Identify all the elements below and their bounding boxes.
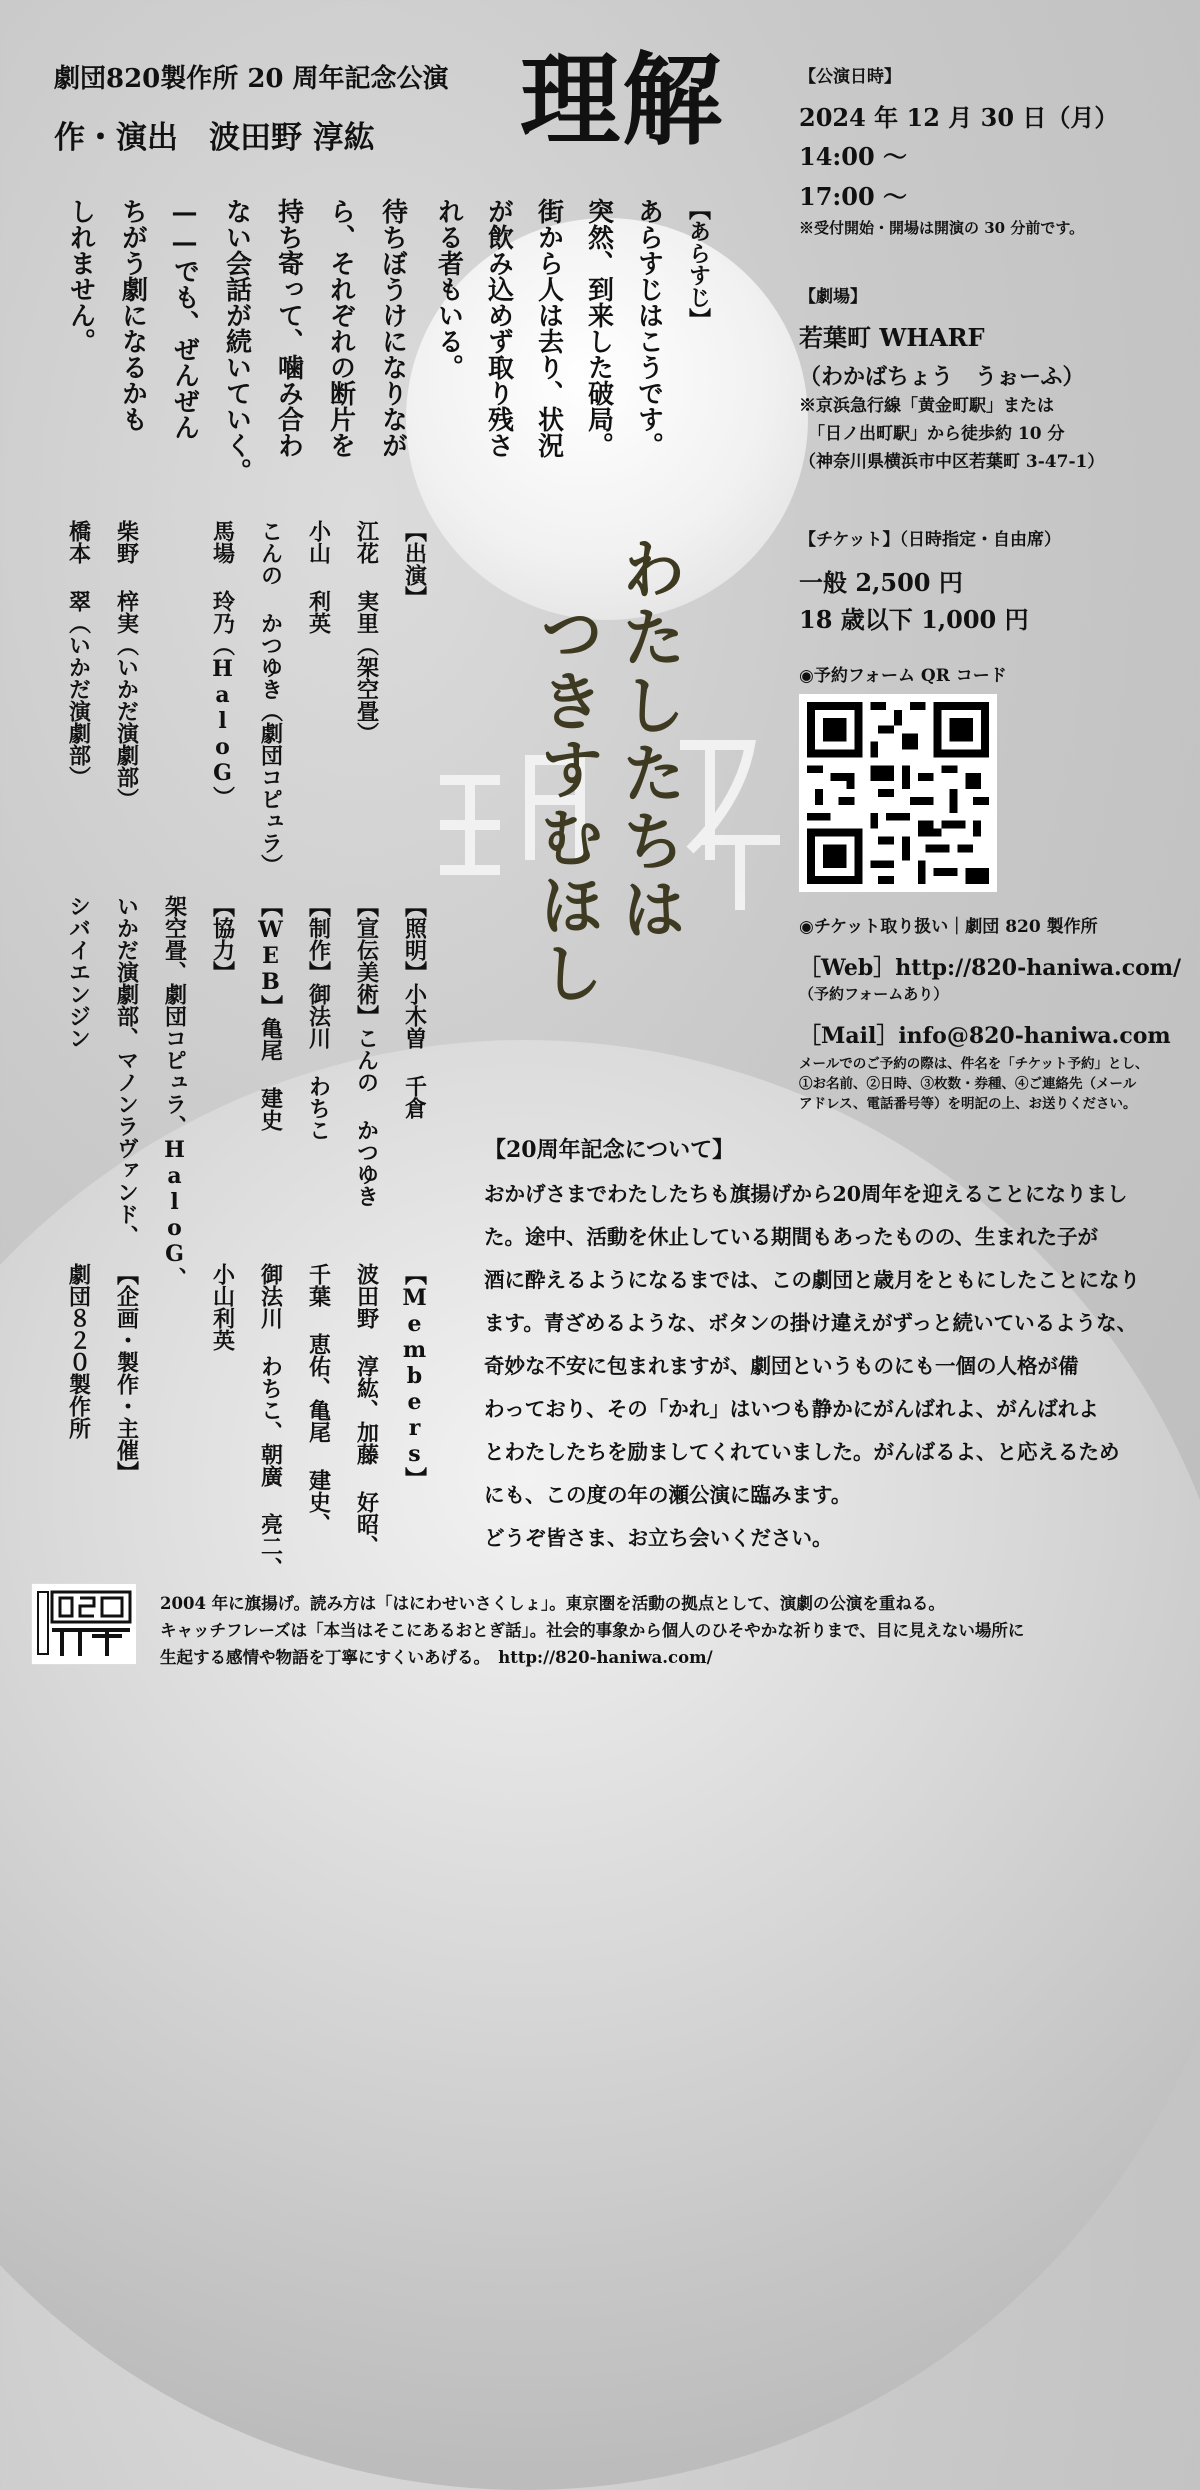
synopsis-line: ちがう劇になるかも: [117, 198, 148, 432]
staff-item: 【照明】小木曽 千倉: [401, 895, 428, 1119]
cast-member: 橋本 翠（いかだ演劇部）: [65, 520, 92, 788]
staff-item: 【協力】: [209, 895, 236, 983]
venue-heading: 【劇場】: [799, 287, 867, 307]
anniversary-line: 奇妙な不安に包まれますが、劇団というものにも一個の人格が備: [484, 1354, 1079, 1378]
synopsis-line: ——でも、ぜんぜん: [169, 198, 200, 440]
anniversary-line: ます。青ざめるような、ボタンの掛け違えがずっと続いているような、: [484, 1311, 1138, 1335]
ticket-heading: 【チケット】（日時指定・自由席）: [799, 530, 1061, 550]
footer-line-1: 2004 年に旗揚げ。読み方は「はにわせいさくしょ」。東京圏を活動の拠点として、演劇の公演を重ねる。: [160, 1594, 945, 1613]
ticket-youth-price: 18 歳以下 1,000 円: [799, 605, 1029, 634]
performance-date: 2024 年 12 月 30 日（月）: [799, 103, 1119, 132]
ticket-handler: ◉チケット取り扱い｜劇団 820 製作所: [799, 917, 1098, 937]
art-text-line2: つきすむほし: [529, 600, 604, 1008]
mail-note-3: アドレス、電話番号等）を明記の上、お送りください。: [799, 1096, 1137, 1112]
staff-item: 【WEB】亀尾 建史: [257, 895, 284, 1131]
venue-name: 若葉町 WHARF: [799, 323, 985, 352]
footer-line-2: キャッチフレーズは「本当はそこにあるおとぎ話」。社会的事象から個人のひそやかな祈りまで、目に見えない場所に: [160, 1621, 1025, 1640]
member-line: 千葉 恵佑、亀尾 建史、: [305, 1263, 332, 1535]
qr-label: ◉予約フォーム QR コード: [799, 666, 1007, 686]
web-note: （予約フォームあり）: [799, 985, 949, 1003]
mail-note-2: ①お名前、②日時、③枚数・券種、④ご連絡先（メール: [799, 1076, 1137, 1092]
venue-access-2: 「日ノ出町駅」から徒歩約 10 分: [808, 424, 1065, 444]
producer-heading: 【企画・製作・主催】: [113, 1263, 140, 1483]
staff-item: 架空畳、劇団コピュラ、HaloG、: [161, 895, 188, 1289]
staff-item: 【宣伝美術】こんの かつゆき: [353, 895, 380, 1207]
synopsis-line: れる者もいる。: [433, 198, 464, 380]
ghost-kanji-art: [430, 740, 790, 940]
staff-item: いかだ演劇部、マノンラヴァンド、: [113, 895, 140, 1247]
anniversary-line: おかげさまでわたしたちも旗揚げから20周年を迎えることになりまし: [484, 1182, 1128, 1206]
cast-member: 小山 利英: [305, 520, 332, 634]
cast-member: こんの かつゆき（劇団コピュラ）: [257, 520, 284, 876]
venue-address: （神奈川県横浜市中区若葉町 3-47-1）: [799, 452, 1105, 472]
synopsis-heading: 【あらすじ】: [685, 198, 712, 330]
art-text-line1: わたしたちは: [611, 536, 686, 944]
member-line: 御法川 わちこ、朝廣 亮二、: [257, 1263, 284, 1579]
schedule-heading: 【公演日時】: [799, 67, 901, 87]
anniversary-line: 酒に酔えるようになるまでは、この劇団と歳月をともにしたことになり: [484, 1268, 1140, 1292]
anniversary-heading: 【20周年記念について】: [484, 1137, 735, 1163]
anniversary-line: にも、この度の年の瀬公演に臨みます。: [484, 1483, 852, 1507]
synopsis-line: あらすじはこうです。: [633, 198, 664, 458]
synopsis-line: 突然、到来した破局。: [583, 198, 614, 458]
title-art: [430, 740, 790, 940]
ticket-general-price: 一般 2,500 円: [799, 568, 963, 597]
troupe-logo: [31, 1583, 137, 1665]
event-subtitle: 劇団820製作所 20 周年記念公演: [54, 64, 449, 94]
venue-reading: （わかばちょう うぉーふ）: [799, 364, 1085, 390]
anniversary-line: どうぞ皆さま、お立ち会いください。: [484, 1526, 833, 1550]
cast-member: 馬場 玲乃（HaloG）: [209, 520, 236, 808]
synopsis-line: しれません。: [65, 198, 96, 354]
cast-heading: 【出演】: [401, 520, 428, 608]
venue-access-1: ※京浜急行線「黄金町駅」または: [799, 396, 1054, 416]
producer-name: 劇団８２０製作所: [65, 1263, 92, 1439]
play-title: 理解: [520, 41, 724, 159]
synopsis-line: 待ちぼうけになりなが: [377, 198, 408, 458]
staff-item: シバイエンジン: [65, 895, 92, 1049]
reservation-qr-code[interactable]: [799, 694, 997, 892]
mail-link[interactable]: ［Mail］info@820-haniwa.com: [799, 1023, 1171, 1049]
reception-note: ※受付開始・開場は開演の 30 分前です。: [799, 219, 1085, 237]
members-heading: 【Members】: [401, 1263, 428, 1489]
logo-mark: [32, 1584, 136, 1664]
synopsis-line: 持ち寄って、噛み合わ: [273, 198, 304, 458]
qr-code-icon: [799, 694, 997, 892]
synopsis-line: が飲み込めず取り残さ: [483, 198, 514, 458]
synopsis-line: 街から人は去り、状況: [533, 198, 564, 458]
performance-time-2: 17:00 〜: [799, 182, 908, 211]
cast-member: 江花 実里（架空畳）: [353, 520, 380, 744]
web-link[interactable]: ［Web］http://820-haniwa.com/: [799, 955, 1182, 981]
staff-item: 【制作】御法川 わちこ: [305, 895, 332, 1141]
anniversary-line: わっており、その「かれ」はいつも静かにがんばれよ、がんばれよ: [484, 1397, 1099, 1421]
mail-note-1: メールでのご予約の際は、件名を「チケット予約」とし、: [799, 1056, 1149, 1072]
cast-member: 柴野 梓実（いかだ演劇部）: [113, 520, 140, 810]
synopsis-line: ない会話が続いていく。: [221, 198, 252, 484]
author-director: 作・演出 波田野 淳紘: [54, 120, 375, 156]
anniversary-line: とわたしたちを励ましてくれていました。がんばるよ、と応えるため: [484, 1440, 1120, 1464]
footer-line-3: 生起する感情や物語を丁寧にすくいあげる。 http://820-haniwa.com/: [160, 1648, 713, 1667]
performance-time-1: 14:00 〜: [799, 142, 908, 171]
member-line: 小山利英: [209, 1263, 236, 1351]
member-line: 波田野 淳紘、加藤 好昭、: [353, 1263, 380, 1557]
synopsis-line: ら、それぞれの断片を: [325, 198, 356, 458]
anniversary-line: た。途中、活動を休止している期間もあったものの、生まれた子が: [484, 1225, 1098, 1249]
